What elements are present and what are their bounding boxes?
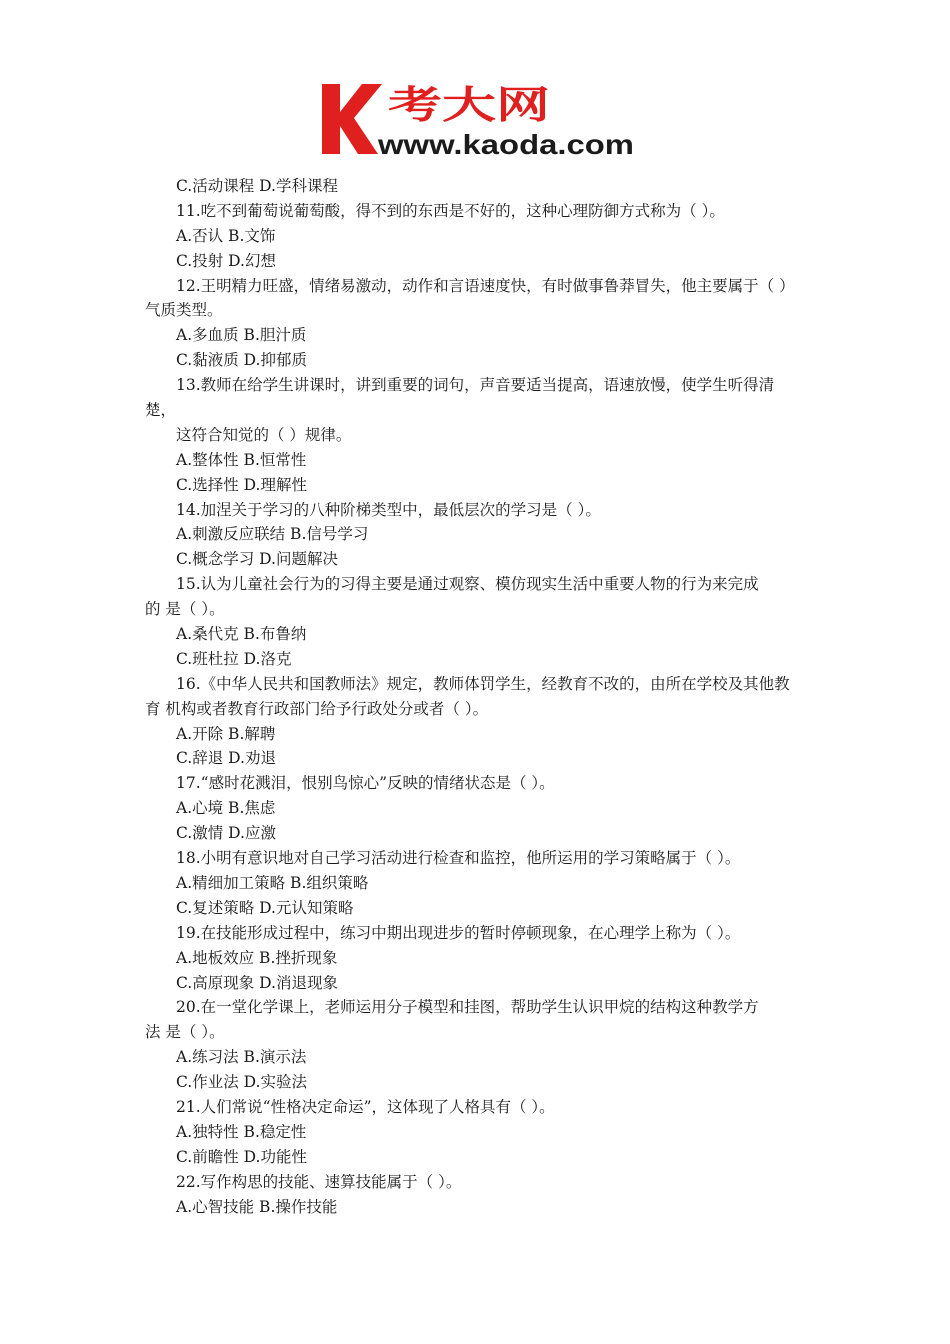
text-line: C.概念学习 D.问题解决 (176, 550, 338, 569)
text-line: A.桑代克 B.布鲁纳 (176, 625, 307, 644)
text-line: C.激情 D.应激 (176, 824, 276, 843)
text-line: A.开除 B.解聘 (176, 724, 276, 743)
text-line: A.刺激反应联结 B.信号学习 (176, 525, 369, 544)
text-line: 育 机构或者教育行政部门给予行政处分或者（ ）。 (145, 699, 489, 718)
question-text (145, 174, 810, 1219)
text-line: 15.认为儿童社会行为的习得主要是通过观察、模仿现实生活中重要人物的行为来完成 (176, 575, 759, 594)
text-line: 19.在技能形成过程中，练习中期出现进步的暂时停顿现象，在心理学上称为（ ）。 (176, 923, 741, 942)
text-line: C.高原现象 D.消退现象 (176, 973, 338, 992)
text-line: 楚， (145, 401, 177, 420)
text-line: 12.王明精力旺盛，情绪易激动，动作和言语速度快，有时做事鲁莽冒失，他主要属于（ ） (176, 276, 795, 295)
text-line: A.整体性 B.恒常性 (176, 450, 307, 469)
text-line: 16.《中华人民共和国教师法》规定，教师体罚学生，经教育不改的，由所在学校及其他教 (176, 674, 790, 693)
text-line: A.多血质 B.胆汁质 (176, 326, 307, 345)
text-line: A.精细加工策略 B.组织策略 (176, 873, 369, 892)
text-line: 17.“感时花溅泪，恨别鸟惊心”反映的情绪状态是（ ）。 (176, 774, 555, 793)
text-line: C.复述策略 D.元认知策略 (176, 898, 354, 917)
text-line: C.活动课程 D.学科课程 (176, 177, 338, 195)
text-line: 14.加涅关于学习的八种阶梯类型中，最低层次的学习是（ ）。 (176, 500, 601, 519)
text-line: C.投射 D.幻想 (176, 251, 276, 270)
logo-url: www.kaoda.com (376, 129, 634, 160)
text-line: 气质类型。 (145, 301, 223, 320)
text-line: C.班杜拉 D.洛克 (176, 649, 292, 668)
text-line: C.选择性 D.理解性 (176, 475, 307, 494)
text-line: 13.教师在给学生讲课时，讲到重要的词句，声音要适当提高，语速放慢，使学生听得清 (176, 376, 775, 395)
text-line: A.心智技能 B.操作技能 (176, 1197, 338, 1216)
text-line: A.心境 B.焦虑 (176, 799, 276, 818)
text-line: C.黏液质 D.抑郁质 (176, 351, 307, 370)
text-line: 20.在一堂化学课上，老师运用分子模型和挂图，帮助学生认识甲烷的结构这种教学方 (176, 998, 759, 1017)
text-line: 21.人们常说“性格决定命运”，这体现了人格具有（ ）。 (176, 1097, 555, 1116)
text-line: C.辞退 D.劝退 (176, 749, 276, 768)
text-line: A.否认 B.文饰 (176, 226, 276, 245)
kaoda-logo (318, 80, 638, 162)
logo-k-mark (322, 84, 382, 154)
text-line: A.独特性 B.稳定性 (176, 1122, 307, 1141)
text-line: 18.小明有意识地对自己学习活动进行检查和监控，他所运用的学习策略属于（ ）。 (176, 849, 741, 868)
text-line: C.前瞻性 D.功能性 (176, 1147, 307, 1166)
text-line: A.练习法 B.演示法 (176, 1048, 307, 1067)
logo-name: 考大网 (388, 85, 550, 127)
text-line: A.地板效应 B.挫折现象 (176, 948, 338, 967)
text-line: 这符合知觉的（ ）规律。 (176, 425, 352, 444)
text-line: 11.吃不到葡萄说葡萄酸，得不到的东西是不好的，这种心理防御方式称为（ ）。 (176, 201, 725, 220)
text-line: 法 是（ ）。 (145, 1023, 225, 1042)
text-line: C.作业法 D.实验法 (176, 1073, 307, 1092)
text-line: 的 是（ ）。 (145, 600, 225, 619)
text-line: 22.写作构思的技能、速算技能属于（ ）。 (176, 1172, 462, 1191)
